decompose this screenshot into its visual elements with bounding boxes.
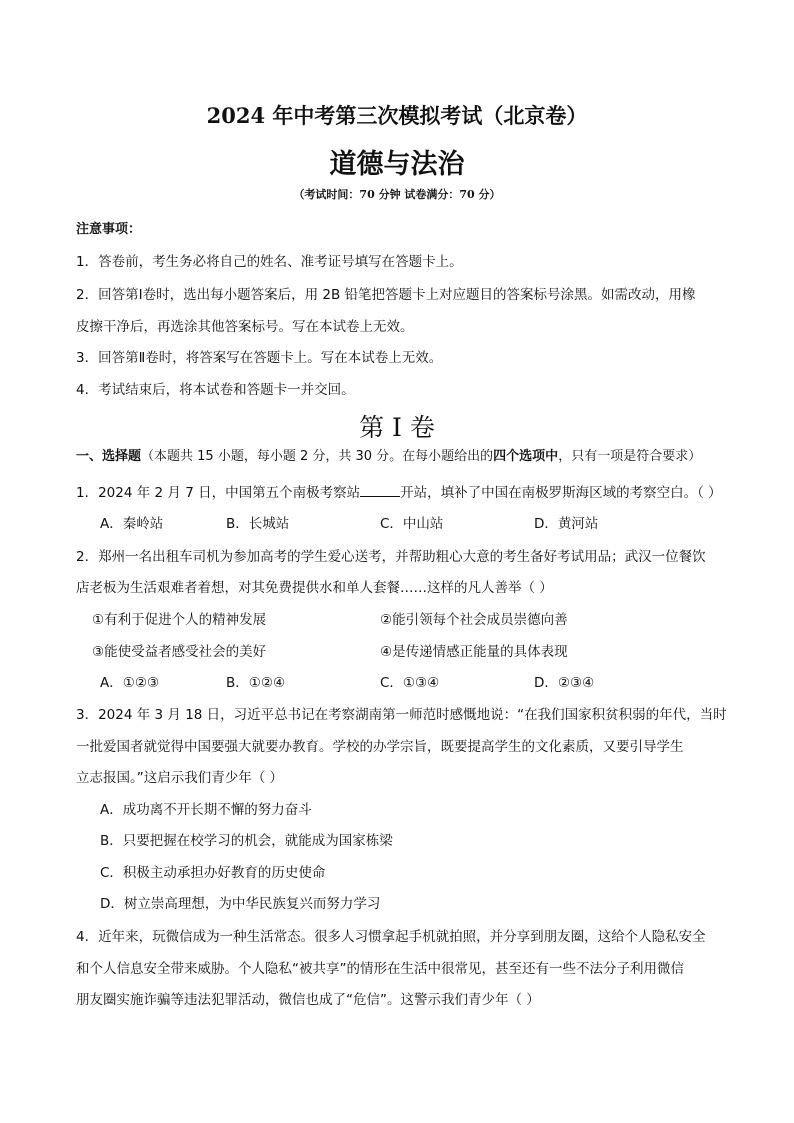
q1-stem-part-a: 1．2024 年 2 月 7 日，中国第五个南极考察站 — [76, 485, 361, 501]
q2-statement-3: ③能使受益者感受社会的美好 — [92, 644, 267, 660]
section-emphasis: 四个选项中 — [493, 449, 559, 464]
q2-option-b: B．①②④ — [226, 675, 286, 691]
section-label: 一、选择题 — [76, 449, 142, 464]
q3-option-b: B．只要把握在校学习的机会，就能成为国家栋梁 — [100, 833, 393, 849]
section-desc: （本题共 15 小题，每小题 2 分，共 30 分。在每小题给出的 — [141, 449, 494, 464]
section-end: ，只有一项是符合要求） — [558, 449, 702, 464]
q2-statement-2: ②能引领每个社会成员崇德向善 — [380, 612, 568, 628]
exam-title: 2024 年中考第三次模拟考试（北京卷） — [206, 103, 588, 128]
q1-blank — [360, 482, 400, 497]
question-1-stem — [76, 481, 722, 501]
q3-option-a: A．成功离不开长期不懈的努力奋斗 — [100, 802, 312, 818]
notice-item-4: 4．考试结束后，将本试卷和答题卡一并交回。 — [76, 382, 355, 398]
q2-statement-1: ①有利于促进个人的精神发展 — [92, 612, 267, 628]
q1-option-d: D．黄河站 — [534, 516, 599, 532]
q3-option-d: D．树立崇高理想，为中华民族复兴而努力学习 — [100, 896, 381, 912]
exam-info: （考试时间：70 分钟 试卷满分：70 分） — [293, 188, 501, 201]
q2-option-c: C．①③④ — [380, 675, 440, 691]
q2-stem-line-1: 2．郑州一名出租车司机为参加高考的学生爱心送考，并帮助粗心大意的考生备好考试用品；武汉一位餐饮 — [76, 549, 706, 565]
q1-option-b: B．长城站 — [226, 516, 290, 532]
q4-stem-line-3: 朋友圈实施诈骗等违法犯罪活动，微信也成了“危信”。这警示我们青少年（ ） — [76, 992, 540, 1008]
q2-statement-4: ④是传递情感正能量的具体表现 — [380, 644, 568, 660]
q1-option-a: A．秦岭站 — [100, 516, 164, 532]
notice-heading: 注意事项： — [76, 222, 142, 237]
q1-option-c: C．中山站 — [380, 516, 444, 532]
q3-stem-line-3: 立志报国。”这启示我们青少年（ ） — [76, 770, 284, 786]
q2-option-d: D．②③④ — [534, 675, 595, 691]
q2-stem-line-2: 店老板为生活艰难者着想，对其免费提供水和单人套餐……这样的凡人善举（ ） — [76, 580, 553, 596]
q1-stem-part-b: 开站，填补了中国在南极罗斯海区域的考察空白。（ ） — [400, 485, 722, 501]
q3-option-c: C．积极主动承担办好教育的历史使命 — [100, 865, 326, 881]
q4-stem-line-2: 和个人信息安全带来威胁。个人隐私“被共享”的情形在生活中很常见，甚至还有一些不法分子利用微信 — [76, 961, 684, 977]
notice-item-1: 1．答卷前，考生务必将自己的姓名、准考证号填写在答题卡上。 — [76, 254, 463, 270]
q2-option-a: A．①②③ — [100, 675, 160, 691]
q3-stem-line-2: 一批爱国者就觉得中国要强大就要办教育。学校的办学宗旨，既要提高学生的文化素质，又要引导学生 — [76, 739, 684, 755]
section-heading — [76, 445, 701, 464]
subject-title: 道德与法治 — [329, 149, 465, 180]
q3-stem-line-1: 3．2024 年 3 月 18 日，习近平总书记在考察湖南第一师范时感慨地说：“在我们国家积贫积弱的年代，当时 — [76, 707, 727, 723]
part-title: 第 I 卷 — [359, 413, 435, 442]
notice-item-2: 2．回答第Ⅰ卷时，选出每小题答案后，用 2B 铅笔把答题卡上对应题目的答案标号涂黑。如需改动，用橡 — [76, 287, 696, 303]
q4-stem-line-1: 4．近年来，玩微信成为一种生活常态。很多人习惯拿起手机就拍照，并分享到朋友圈，这给个人隐私安全 — [76, 929, 706, 945]
notice-item-2-cont: 皮擦干净后，再选涂其他答案标号。写在本试卷上无效。 — [76, 319, 414, 335]
notice-item-3: 3．回答第Ⅱ卷时，将答案写在答题卡上。写在本试卷上无效。 — [76, 350, 443, 366]
